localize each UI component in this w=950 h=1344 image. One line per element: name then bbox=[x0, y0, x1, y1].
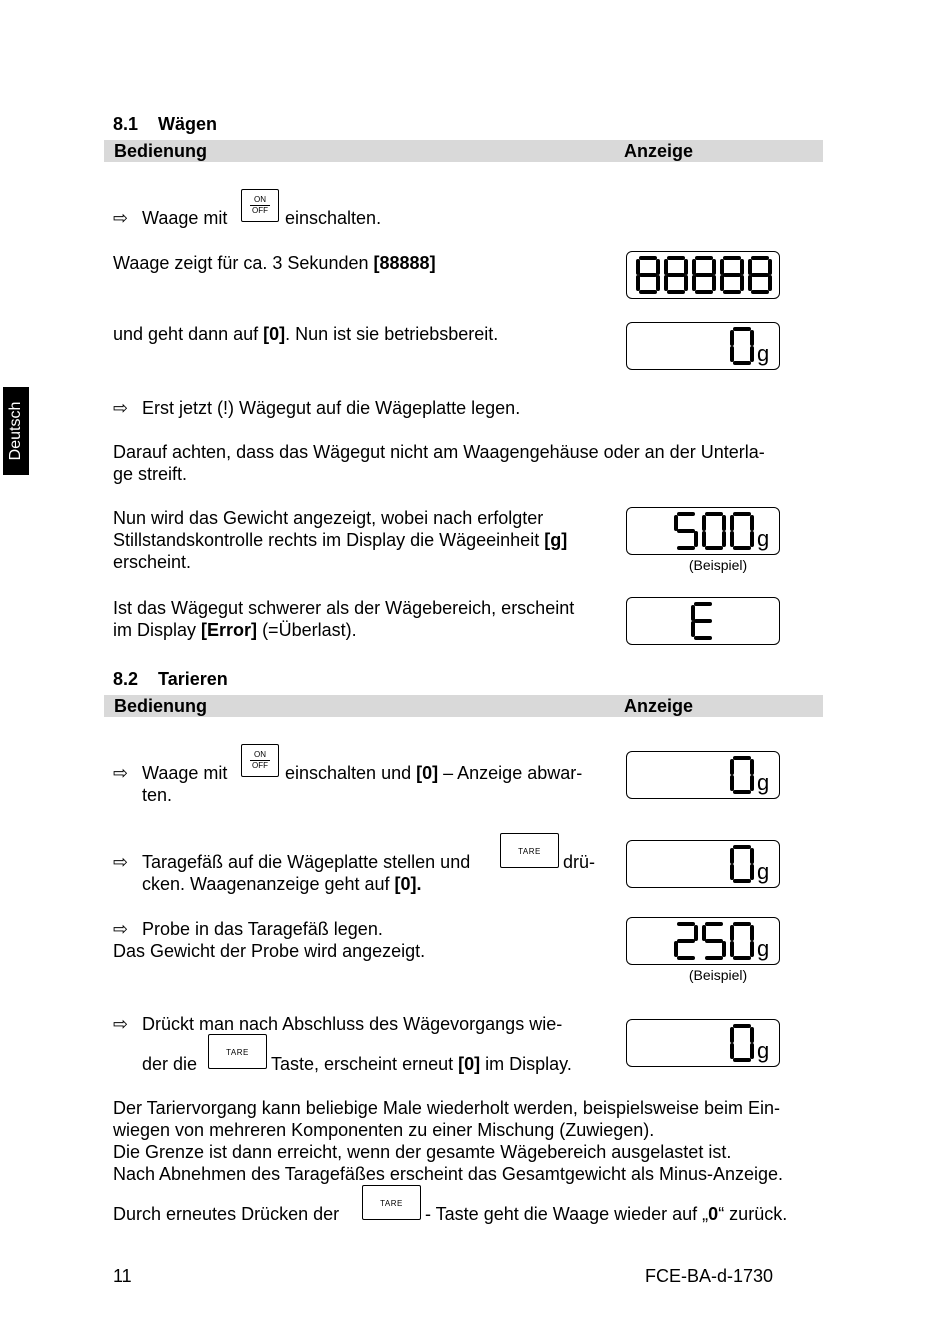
s82-paragraph: Der Tariervorgang kann beliebige Male wiederholt werden, beispielsweise beim Ein- wiegen von mehreren Komponenten zu einer Mischung (Zuwiegen). Die Grenze ist dann erreicht, wenn der gesamte Wägebereich ausgelastet ist. Nach Abnehmen des Taragefäßes erscheint das Gesamtgewicht als Minus-Anzeige. bbox=[113, 1098, 784, 1184]
s82-step4-rest: Taste, erscheint erneut [0] im Display. bbox=[271, 1054, 572, 1074]
language-tab-label: Deutsch bbox=[7, 401, 24, 461]
digit-0 bbox=[732, 758, 752, 792]
s82-step1: ⇨ Waage mit bbox=[113, 763, 228, 783]
s82-step2: ⇨ Taragefäß auf die Wägeplatte stellen und bbox=[113, 852, 471, 872]
s82-step2-post: drü- bbox=[563, 852, 596, 872]
s82-step1-rest: einschalten und [0] – Anzeige abwar- bbox=[285, 763, 583, 783]
s82-step2-line2: cken. Waagenanzeige geht auf [0]. bbox=[142, 874, 422, 894]
s81-para7: Ist das Wägegut schwerer als der Wägebereich, erscheint im Display [Error] (=Überlast). bbox=[113, 598, 575, 640]
digit-5 bbox=[676, 514, 696, 548]
s82-step1-line2: ten. bbox=[142, 785, 173, 805]
digit-8 bbox=[722, 258, 742, 292]
digit-8 bbox=[750, 258, 770, 292]
hollow-right-arrow-icon: ⇨ bbox=[113, 208, 129, 228]
display-250 bbox=[626, 917, 780, 965]
section-8-1-table-header bbox=[104, 140, 823, 162]
section-8-2-heading: 8.2 Tarieren bbox=[113, 669, 228, 689]
section-8-1-heading: 8.1 Wägen bbox=[113, 114, 218, 134]
unit-label: g bbox=[757, 341, 770, 366]
hollow-right-arrow-icon: ⇨ bbox=[113, 919, 129, 939]
display-error bbox=[626, 597, 780, 645]
column-operation: Bedienung bbox=[114, 141, 207, 161]
digit-0 bbox=[732, 329, 752, 363]
example-caption: (Beispiel) bbox=[688, 967, 748, 983]
digit-0 bbox=[732, 847, 752, 881]
unit-label: g bbox=[757, 936, 770, 961]
unit-label: g bbox=[757, 770, 770, 795]
digit-0 bbox=[732, 514, 752, 548]
column-operation: Bedienung bbox=[114, 696, 207, 716]
tare-key-icon: TARE bbox=[362, 1185, 421, 1220]
tare-key-icon: TARE bbox=[500, 833, 559, 868]
s81-line2: Waage zeigt für ca. 3 Sekunden [88888] bbox=[113, 253, 436, 273]
page-number: 11 bbox=[113, 1266, 132, 1286]
s81-step1-post: einschalten. bbox=[285, 208, 382, 228]
display-zero bbox=[626, 840, 780, 888]
digit-E bbox=[693, 604, 710, 638]
s81-step1: ⇨ Waage mit bbox=[113, 208, 228, 228]
section-8-2-table-header bbox=[104, 695, 823, 717]
example-caption: (Beispiel) bbox=[688, 557, 748, 573]
unit-label: g bbox=[757, 859, 770, 884]
hollow-right-arrow-icon: ⇨ bbox=[113, 1014, 129, 1034]
s82-step4: ⇨ Drückt man nach Abschluss des Wägevorgangs wie- bbox=[113, 1014, 563, 1034]
display-zero bbox=[626, 1019, 780, 1067]
s81-line3: und geht dann auf [0]. Nun ist sie betriebsbereit. bbox=[113, 324, 499, 344]
on-off-key-icon: ON OFF bbox=[241, 189, 279, 222]
display-88888 bbox=[626, 251, 780, 299]
hollow-right-arrow-icon: ⇨ bbox=[113, 398, 129, 418]
s82-last-rest: - Taste geht die Waage wieder auf „0“ zurück. bbox=[425, 1204, 788, 1224]
digit-2 bbox=[676, 924, 696, 958]
s81-step4: ⇨ Erst jetzt (!) Wägegut auf die Wägeplatte legen. bbox=[113, 398, 521, 418]
unit-label: g bbox=[757, 526, 770, 551]
on-off-key-icon: ON OFF bbox=[241, 744, 279, 777]
digit-8 bbox=[638, 258, 658, 292]
display-500 bbox=[626, 507, 780, 555]
digit-0 bbox=[732, 1026, 752, 1060]
display-zero bbox=[626, 322, 780, 370]
s82-last-pre: Durch erneutes Drücken der bbox=[113, 1204, 340, 1224]
s81-para5: Darauf achten, dass das Wägegut nicht am Waagengehäuse oder an der Unterla- ge streift. bbox=[113, 442, 765, 484]
digit-8 bbox=[694, 258, 714, 292]
tare-key-icon: TARE bbox=[208, 1034, 267, 1069]
language-tab bbox=[3, 387, 29, 475]
column-display: Anzeige bbox=[624, 141, 694, 161]
display-zero bbox=[626, 751, 780, 799]
document-id: FCE-BA-d-1730 bbox=[645, 1266, 774, 1286]
s82-line3b: Das Gewicht der Probe wird angezeigt. bbox=[113, 941, 426, 961]
s82-step3: ⇨ Probe in das Taragefäß legen. bbox=[113, 919, 383, 939]
digit-8 bbox=[666, 258, 686, 292]
unit-label: g bbox=[757, 1038, 770, 1063]
hollow-right-arrow-icon: ⇨ bbox=[113, 763, 129, 783]
column-display: Anzeige bbox=[624, 696, 694, 716]
hollow-right-arrow-icon: ⇨ bbox=[113, 852, 129, 872]
s81-para6: Nun wird das Gewicht angezeigt, wobei nach erfolgter Stillstandskontrolle rechts im Display die Wägeeinheit [g] erscheint. bbox=[113, 508, 568, 572]
digit-0 bbox=[732, 924, 752, 958]
s82-step4-pre: der die bbox=[142, 1054, 198, 1074]
digit-5 bbox=[704, 924, 724, 958]
digit-0 bbox=[704, 514, 724, 548]
